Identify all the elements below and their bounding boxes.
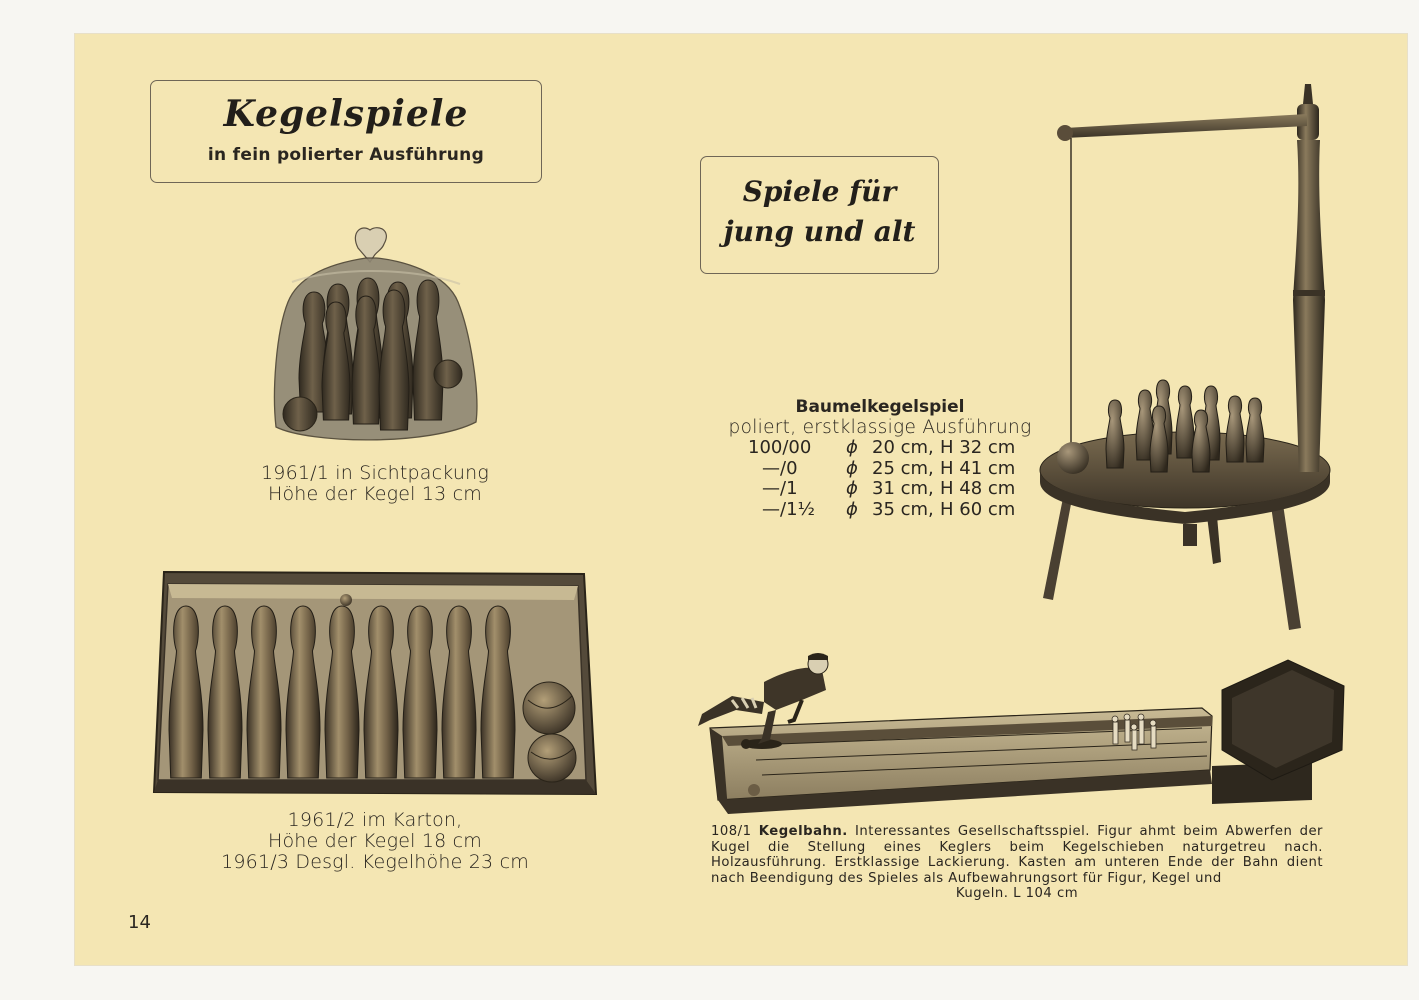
baumel-row-height: H 32 cm [940,437,1016,458]
item-1961-2-caption-line-2: Höhe der Kegel 18 cm [267,830,483,852]
baumel-row-diameter: 20 cm, [872,437,934,458]
baumel-game-illustration [1035,80,1355,640]
boxed-pins-illustration [150,568,600,798]
pins-in-bag [299,278,443,430]
spiele-line-1: Spiele für [742,175,897,208]
bowling-pin [379,290,409,430]
item-1961-1-caption-line-2: Höhe der Kegel 13 cm [267,483,483,505]
spiele-title-box [700,156,939,274]
diameter-symbol: ϕ [846,457,858,479]
bowling-pin [208,606,242,778]
baumel-row-code: —/0 [762,457,798,479]
bowling-pin [413,280,443,420]
kegelbahn-description [711,824,1323,886]
diameter-symbol: ϕ [846,498,858,520]
baumel-row-diameter: 25 cm, [872,457,934,479]
item-1961-3-caption: 1961/3 Desgl. Kegelhöhe 23 cm [221,851,529,873]
bowling-pin [352,296,380,424]
baumel-row-height: H 48 cm [940,478,1016,499]
kegelbahn-text: Interessantes Gesellschaftsspiel. Figur ahmt beim Abwerfen der Kugel die Stellung eines Keglers beim Kegelschieben naturgetreu nach. Holzausführung. Erstklassige Lackierung. Kasten am unteren Ende der Bahn dient nach Beendigung des Spieles als Aufbewahrungsort für Figur, Kegel und [711,824,1323,886]
bowling-pin [1106,400,1124,468]
kegelspiele-subtitle: in fein polierter Ausführung [207,145,485,165]
bowling-pin [364,606,398,778]
baumel-subtitle: poliert, erstklassige Ausführung [728,417,1032,438]
bowling-pin [325,606,359,778]
baumel-row-code: 100/00 [748,437,812,458]
bowling-pin [322,302,350,420]
bowling-pin [481,606,515,778]
item-1961-1-caption-line-1: 1961/1 in Sichtpackung [261,462,489,484]
diameter-symbol: ϕ [846,478,858,499]
bowling-pin [1150,406,1168,472]
baumel-row-height: H 60 cm [940,498,1016,520]
bowling-pin [1226,396,1244,462]
kegelbahn-name: Kegelbahn. [758,824,848,839]
bowling-pin [247,606,281,778]
kegelbahn-illustration [692,650,1352,820]
baumel-row-height: H 41 cm [940,457,1016,479]
bowling-pin [403,606,437,778]
bowling-pin [1246,398,1264,462]
baumel-row-code: —/1 [762,478,798,499]
baumel-row-code: —/1½ [762,498,815,520]
kegelspiele-title: Kegelspiele [223,93,469,135]
baumel-title: Baumelkegelspiel [795,397,965,417]
bowling-pin [286,606,320,778]
baumel-row [740,438,1040,459]
pins-bag-illustration [270,222,480,447]
baumel-row-diameter: 35 cm, [872,498,934,520]
kegelspiele-title-box [150,80,542,183]
diameter-symbol: ϕ [846,437,858,458]
page-number: 14 [128,912,151,933]
bowling-pin [442,606,476,778]
bowling-pin [1176,386,1194,458]
baumel-row [740,459,1040,480]
kegelbahn-description-last-line: Kugeln. L 104 cm [955,886,1079,901]
baumel-row-diameter: 31 cm, [872,478,934,499]
baumel-row [740,500,1040,521]
bowling-pin [1192,410,1210,472]
kegelbahn-code: 108/1 [711,824,752,839]
baumel-row [740,479,1040,500]
bowling-pin [169,606,203,778]
boxed-pins [169,606,515,778]
item-1961-2-caption-line-1: 1961/2 im Karton, [287,809,463,831]
baumel-size-table [740,438,1040,520]
spiele-line-2: jung und alt [723,215,916,248]
